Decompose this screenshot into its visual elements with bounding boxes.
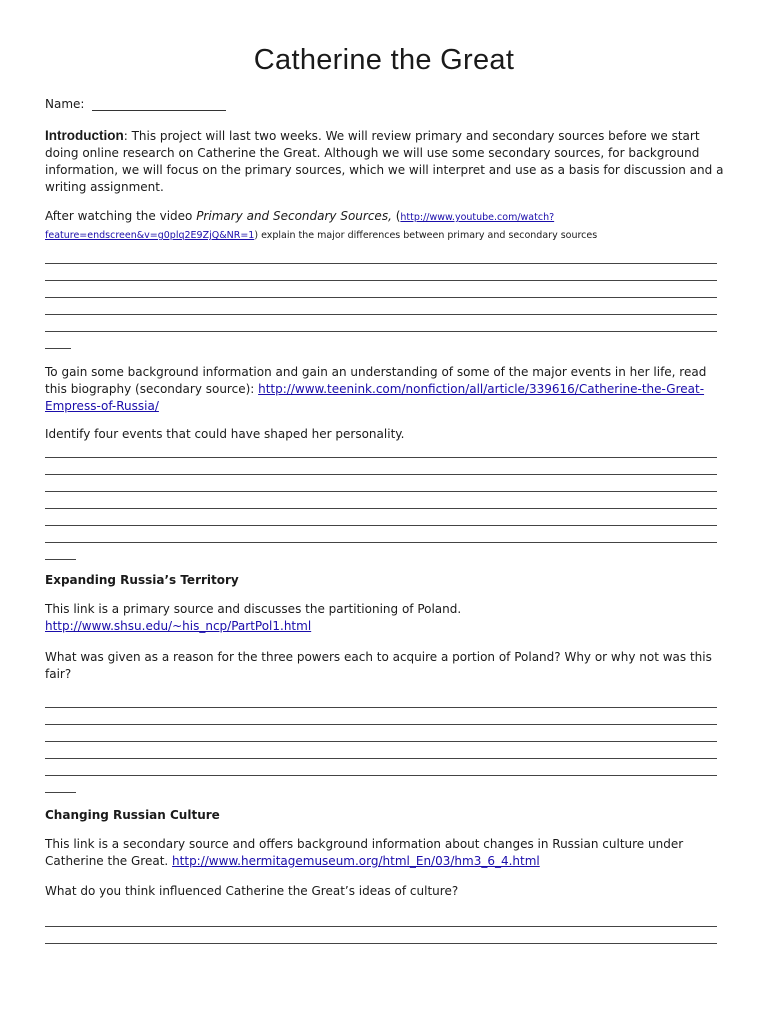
name-row bbox=[45, 97, 226, 111]
culture-paragraph bbox=[45, 836, 725, 870]
video-link[interactable]: http://www.youtube.com/watch?feature=endscreen&v=g0plq2E9ZjQ&NR=1 bbox=[45, 212, 555, 241]
territory-paragraph bbox=[45, 601, 725, 635]
territory-question: What was given as a reason for the three powers each to acquire a portion of Poland? Why or why not was this fair? bbox=[45, 650, 712, 681]
video-prefix: After watching the video bbox=[45, 209, 197, 223]
video-paragraph bbox=[45, 208, 725, 244]
events-prompt: Identify four events that could have shaped her personality. bbox=[45, 427, 405, 441]
culture-link[interactable]: http://www.hermitagemuseum.org/html_En/03/hm3_6_4.html bbox=[172, 854, 540, 868]
territory-text: This link is a primary source and discusses the partitioning of Poland. bbox=[45, 602, 462, 616]
biography-link[interactable]: http://www.teenink.com/nonfiction/all/article/339616/Catherine-the-Great-Empress-of-Russia/ bbox=[45, 382, 705, 413]
answer-lines-3[interactable] bbox=[45, 707, 717, 793]
video-suffix: ) explain the major differences between primary and secondary sources bbox=[254, 230, 598, 241]
intro-text: : This project will last two weeks. We will review primary and secondary sources before we start doing online research on Catherine the Great. Although we will use some secondary sources, for background information, we will focus on the primary sources, which we will interpret and use as a basis for discussion and a writing assignment. bbox=[45, 129, 724, 194]
biography-text: To gain some background information and gain an understanding of some of the major events in her life, read this biography (secondary source): bbox=[45, 365, 707, 396]
name-label: Name: bbox=[45, 97, 85, 111]
page-title: Catherine the Great bbox=[253, 44, 515, 76]
video-title: Primary and Secondary Sources, bbox=[196, 209, 392, 223]
culture-heading: Changing Russian Culture bbox=[45, 808, 220, 822]
answer-lines-1[interactable] bbox=[45, 263, 717, 349]
culture-question: What do you think influenced Catherine the Great’s ideas of culture? bbox=[45, 884, 459, 898]
answer-lines-2[interactable] bbox=[45, 457, 717, 560]
answer-lines-4[interactable] bbox=[45, 926, 717, 944]
name-blank-line[interactable] bbox=[92, 97, 226, 111]
territory-heading: Expanding Russia’s Territory bbox=[45, 573, 239, 587]
territory-link[interactable]: http://www.shsu.edu/~his_ncp/PartPol1.html bbox=[45, 619, 312, 633]
intro-heading: Introduction bbox=[45, 128, 124, 143]
intro-paragraph bbox=[45, 127, 725, 196]
culture-text: This link is a secondary source and offers background information about changes in Russian culture under Catherine the Great. bbox=[45, 837, 684, 868]
biography-paragraph bbox=[45, 364, 725, 415]
video-paren: ( bbox=[391, 209, 401, 223]
